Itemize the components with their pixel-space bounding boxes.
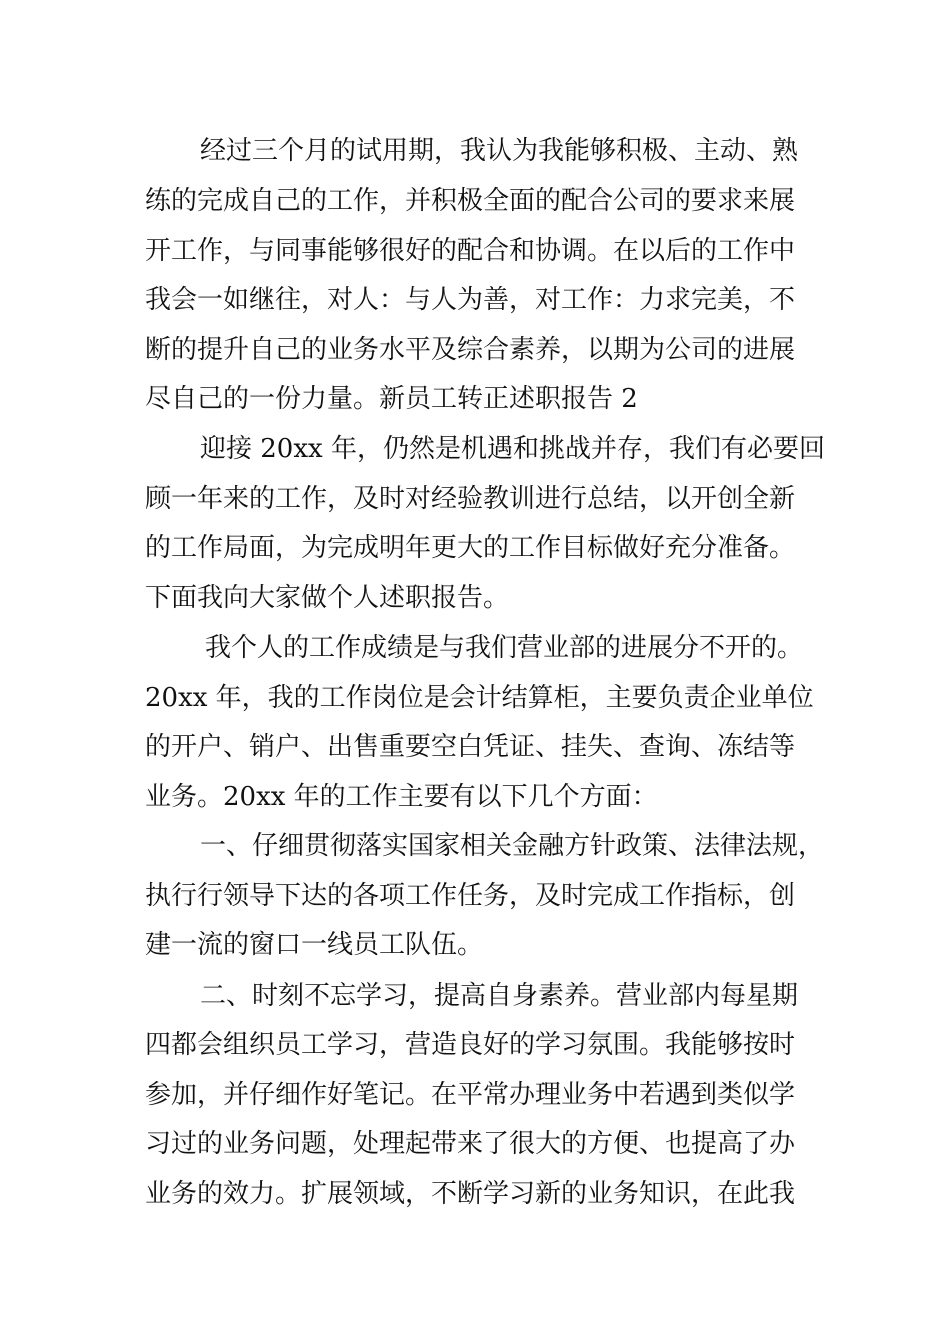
- text-line: 我个人的工作成绩是与我们营业部的进展分不开的。: [205, 633, 804, 663]
- text-line: 业务。20xx 年的工作主要有以下几个方面：: [145, 782, 658, 812]
- text-line: 一、仔细贯彻落实国家相关金融方针政策、法律法规，: [200, 831, 825, 861]
- text-line: 尽自己的一份力量。新员工转正述职报告 2: [145, 384, 638, 414]
- text-line: 下面我向大家做个人述职报告。: [145, 583, 510, 613]
- text-line: 习过的业务问题，处理起带来了很大的方便、也提高了办: [145, 1129, 796, 1159]
- text-line: 的工作局面，为完成明年更大的工作目标做好充分准备。: [145, 533, 796, 563]
- text-line: 开工作，与同事能够很好的配合和协调。在以后的工作中: [145, 236, 796, 266]
- text-line: 断的提升自己的业务水平及综合素养，以期为公司的进展: [145, 335, 796, 365]
- text-line: 经过三个月的试用期，我认为我能够积极、主动、熟: [200, 136, 799, 166]
- text-line: 练的完成自己的工作，并积极全面的配合公司的要求来展: [145, 186, 796, 216]
- text-line: 四都会组织员工学习，营造良好的学习氛围。我能够按时: [145, 1030, 796, 1060]
- text-line: 迎接 20xx 年，仍然是机遇和挑战并存，我们有必要回: [200, 434, 825, 464]
- text-line: 执行行领导下达的各项工作任务，及时完成工作指标，创: [145, 881, 796, 911]
- text-line: 我会一如继往，对人：与人为善，对工作：力求完美，不: [145, 285, 796, 315]
- text-line: 参加，并仔细作好笔记。在平常办理业务中若遇到类似学: [145, 1080, 796, 1110]
- text-line: 顾一年来的工作，及时对经验教训进行总结，以开创全新: [145, 484, 796, 514]
- text-line: 的开户、销户、出售重要空白凭证、挂失、查询、冻结等: [145, 732, 796, 762]
- text-line: 建一流的窗口一线员工队伍。: [145, 930, 484, 960]
- text-line: 业务的效力。扩展领域，不断学习新的业务知识，在此我: [145, 1179, 796, 1209]
- text-line: 20xx 年，我的工作岗位是会计结算柜，主要负责企业单位: [145, 683, 814, 713]
- text-line: 二、时刻不忘学习，提高自身素养。营业部内每星期: [200, 981, 799, 1011]
